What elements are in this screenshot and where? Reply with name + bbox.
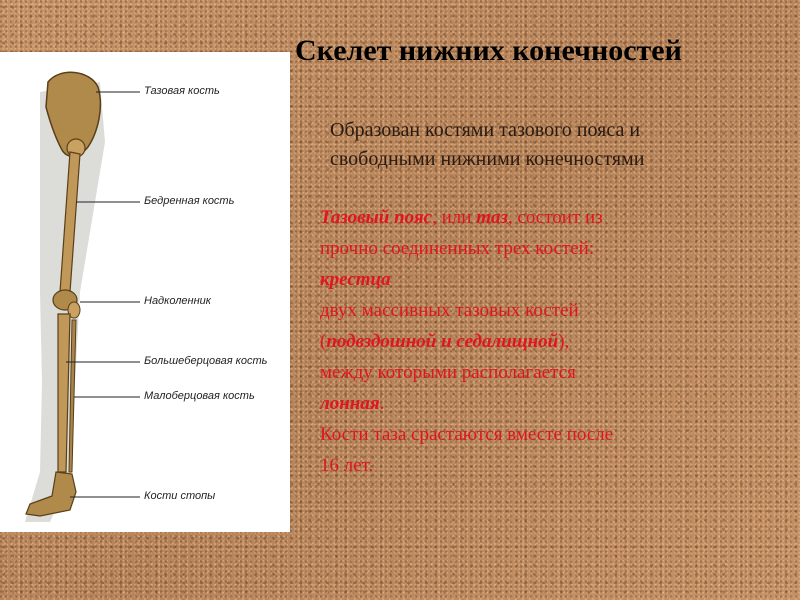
label-femur: Бедренная кость [144, 195, 235, 207]
label-foot-bones: Кости стопы [144, 490, 216, 502]
text-line-4: двух массивных тазовых костей [320, 300, 579, 321]
label-tibia: Большеберцовая кость [144, 355, 268, 367]
text-line-7 [320, 388, 770, 419]
slide-subtitle [330, 116, 760, 174]
skeleton-diagram-panel [0, 52, 290, 532]
text-line-6: между которыми располагается [320, 362, 576, 383]
text-line-5 [320, 326, 770, 357]
slide-title: Скелет нижних конечностей [295, 34, 682, 67]
text-fragment: , или [432, 207, 477, 228]
label-fibula: Малоберцовая кость [144, 390, 255, 402]
text-fragment: ), [558, 331, 570, 352]
body-text [320, 202, 770, 481]
term-ilium-ischium: подвздошной и седалищной [326, 331, 559, 352]
term-pelvic-girdle: Тазовый пояс [320, 207, 433, 228]
text-fragment: . [379, 393, 385, 414]
term-pubic: лонная [320, 393, 380, 414]
text-line-2: прочно соединенных трех костей: [320, 238, 595, 259]
subtitle-line-1: Образован костями тазового пояса и [330, 119, 641, 141]
text-fragment: ( [320, 331, 327, 352]
text-line-9: 16 лет. [320, 455, 374, 476]
term-pelvis: таз [476, 207, 508, 228]
subtitle-line-2: свободными нижними конечностями [330, 148, 645, 170]
label-patella: Надколенник [144, 295, 211, 307]
text-line-1 [320, 202, 770, 233]
term-sacrum: крестца [320, 269, 391, 290]
text-fragment: , состоит из [507, 207, 603, 228]
label-pelvic-bone: Тазовая кость [144, 85, 220, 97]
text-line-8: Кости таза срастаются вместе после [320, 424, 614, 445]
leg-skeleton-illustration [0, 52, 290, 532]
